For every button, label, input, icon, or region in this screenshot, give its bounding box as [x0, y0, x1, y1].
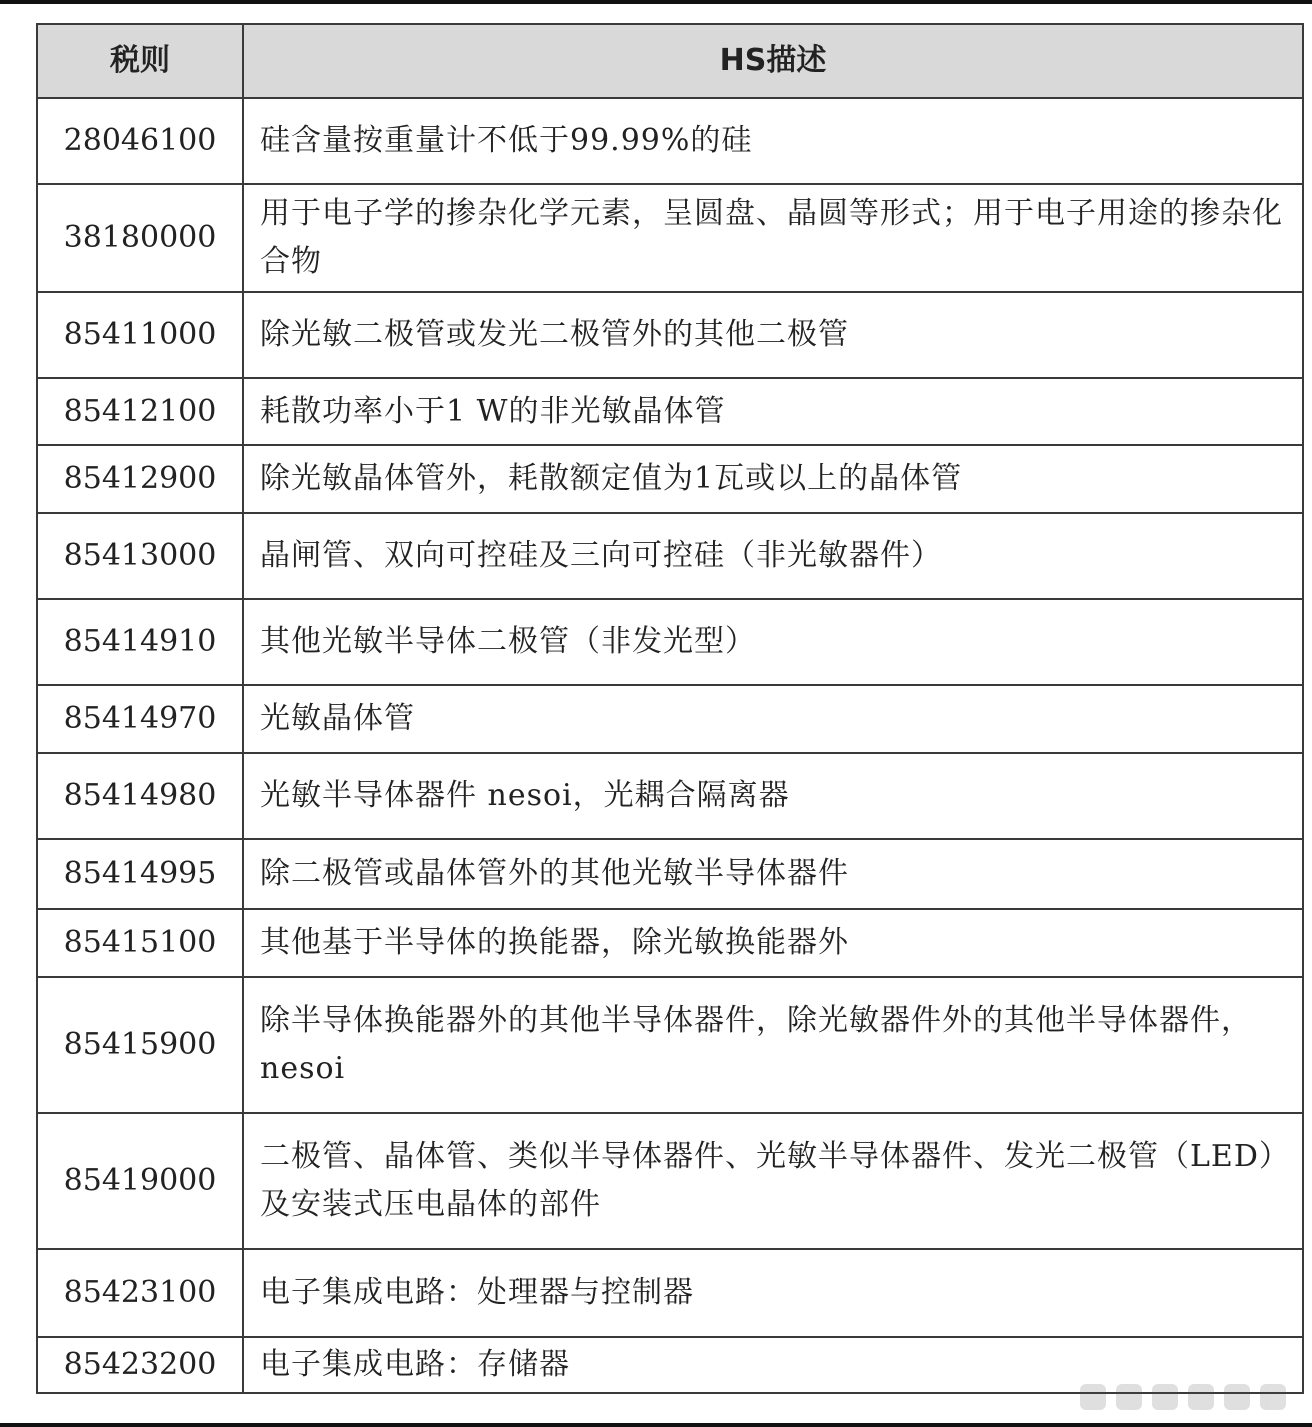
description-cell: 硅含量按重量计不低于99.99%的硅 — [243, 98, 1303, 184]
table-row — [37, 378, 1303, 445]
watermark-icon — [1260, 1384, 1286, 1410]
table-row — [37, 909, 1303, 977]
bottom-border-rule — [0, 1423, 1312, 1427]
table-row — [37, 599, 1303, 685]
description-cell: 除半导体换能器外的其他半导体器件，除光敏器件外的其他半导体器件，nesoi — [243, 977, 1303, 1113]
hs-tariff-table — [36, 23, 1304, 1394]
tariff-code-cell: 28046100 — [37, 98, 243, 184]
table-header-row — [37, 24, 1303, 98]
table-row — [37, 977, 1303, 1113]
watermark-icon — [1116, 1384, 1142, 1410]
table-row — [37, 513, 1303, 599]
watermark-icon — [1080, 1384, 1106, 1410]
tariff-code-cell: 85414910 — [37, 599, 243, 685]
description-cell: 除光敏二极管或发光二极管外的其他二极管 — [243, 292, 1303, 378]
tariff-code-cell: 38180000 — [37, 184, 243, 292]
tariff-code-cell: 85412100 — [37, 378, 243, 445]
tariff-code-cell: 85415100 — [37, 909, 243, 977]
tariff-code-cell: 85414980 — [37, 753, 243, 839]
header-hs-description: HS描述 — [243, 24, 1303, 98]
description-cell: 光敏晶体管 — [243, 685, 1303, 753]
watermark-icon — [1224, 1384, 1250, 1410]
description-cell: 光敏半导体器件 nesoi，光耦合隔离器 — [243, 753, 1303, 839]
tariff-code-cell: 85414995 — [37, 839, 243, 909]
tariff-code-cell: 85411000 — [37, 292, 243, 378]
description-cell: 耗散功率小于1 W的非光敏晶体管 — [243, 378, 1303, 445]
description-cell: 除二极管或晶体管外的其他光敏半导体器件 — [243, 839, 1303, 909]
tariff-code-cell: 85414970 — [37, 685, 243, 753]
tariff-code-cell: 85419000 — [37, 1113, 243, 1249]
description-cell: 电子集成电路：处理器与控制器 — [243, 1249, 1303, 1337]
table-row — [37, 445, 1303, 513]
table-row — [37, 1249, 1303, 1337]
description-cell: 其他光敏半导体二极管（非发光型） — [243, 599, 1303, 685]
description-cell: 晶闸管、双向可控硅及三向可控硅（非光敏器件） — [243, 513, 1303, 599]
table-row — [37, 685, 1303, 753]
table-row — [37, 753, 1303, 839]
header-tariff-code: 税则 — [37, 24, 243, 98]
description-cell: 其他基于半导体的换能器，除光敏换能器外 — [243, 909, 1303, 977]
tariff-code-cell: 85412900 — [37, 445, 243, 513]
table-row — [37, 184, 1303, 292]
description-cell: 电子集成电路：存储器 — [243, 1337, 1303, 1393]
table-row — [37, 98, 1303, 184]
table-row — [37, 292, 1303, 378]
top-border-rule — [0, 0, 1312, 4]
tariff-code-cell: 85423200 — [37, 1337, 243, 1393]
table-row — [37, 839, 1303, 909]
tariff-code-cell: 85415900 — [37, 977, 243, 1113]
watermark-glyphs — [1080, 1384, 1300, 1410]
watermark-icon — [1152, 1384, 1178, 1410]
tariff-code-cell: 85413000 — [37, 513, 243, 599]
description-cell: 除光敏晶体管外，耗散额定值为1瓦或以上的晶体管 — [243, 445, 1303, 513]
description-cell: 用于电子学的掺杂化学元素，呈圆盘、晶圆等形式；用于电子用途的掺杂化合物 — [243, 184, 1303, 292]
description-cell: 二极管、晶体管、类似半导体器件、光敏半导体器件、发光二极管（LED）及安装式压电晶体的部件 — [243, 1113, 1303, 1249]
watermark-icon — [1188, 1384, 1214, 1410]
tariff-code-cell: 85423100 — [37, 1249, 243, 1337]
table-row — [37, 1113, 1303, 1249]
